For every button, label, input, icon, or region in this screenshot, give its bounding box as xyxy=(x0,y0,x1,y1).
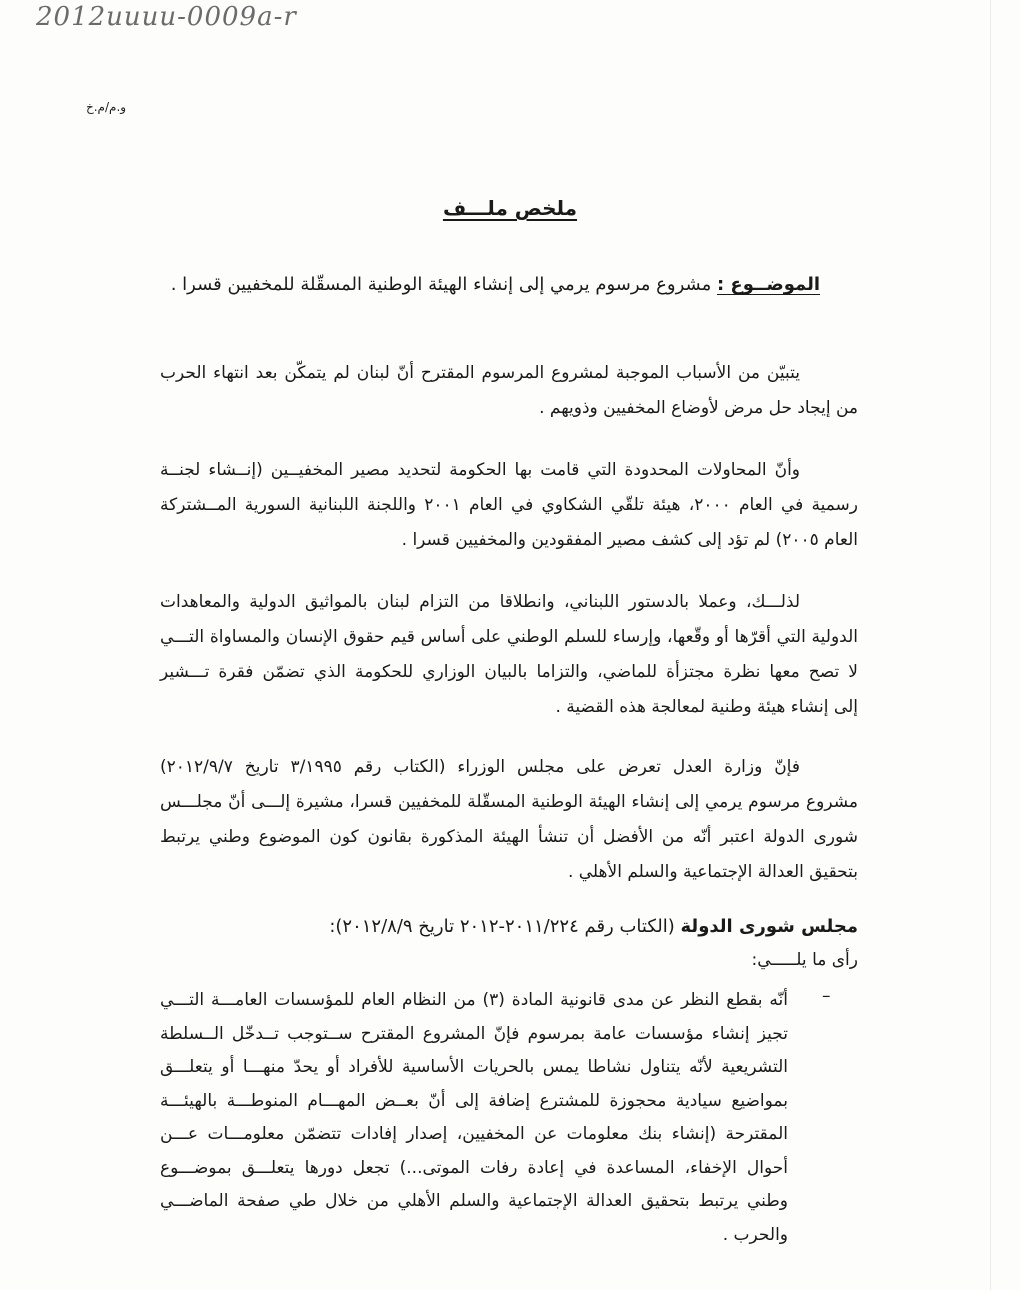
paragraph-line: رسمية في العام ٢٠٠٠، هيئة تلقّي الشكاوي في العام ٢٠٠١ واللجنة اللبنانية السورية المــشتركة xyxy=(160,495,859,515)
subject-line xyxy=(171,274,820,295)
paragraph-background xyxy=(160,356,858,426)
subject-label: الموضــوع : xyxy=(716,274,820,295)
scan-edge-line xyxy=(990,0,991,1290)
paragraph-line: من إيجاد حل مرض لأوضاع المخفيين وذويهم . xyxy=(539,398,858,418)
document-reference-code: و.م/م.خ xyxy=(86,100,127,114)
paragraph-ministry-proposal xyxy=(160,750,858,890)
bullet-dash: – xyxy=(822,986,831,1006)
document-title: ملخص ملـــف xyxy=(442,196,578,220)
council-opinion-bullet xyxy=(160,984,788,1252)
council-opinion-label: رأى ما يلـــــي: xyxy=(751,950,858,970)
paragraph-justification xyxy=(160,585,858,725)
handwritten-reference: 2012uuuu-0009a-r xyxy=(36,2,297,32)
bullet-line: التشريعية لأنّه يتناول نشاطا يمس بالحريات الأساسية للأفراد أو يحدّ منهـــا أو يتعلـــق xyxy=(160,1057,788,1077)
council-heading xyxy=(329,916,858,937)
paragraph-previous-attempts xyxy=(160,453,858,558)
paragraph-line: شورى الدولة اعتبر أنّه من الأفضل أن تنشأ الهيئة المذكورة بقانون كون الموضوع وطني يرتبط xyxy=(160,827,858,847)
paragraph-line: لا تصح معها نظرة مجتزأة للماضي، والتزاما بالبيان الوزاري للحكومة الذي تضمّن فقرة تـــشير xyxy=(160,662,858,682)
bullet-line: بمواضيع سيادية محجوزة للمشترع إضافة إلى أنّ بعــض المهـــام المنوطـــة بالهيئـــة xyxy=(160,1090,788,1111)
paragraph-line: العام ٢٠٠٥) لم تؤد إلى كشف مصير المفقودين والمخفيين قسرا . xyxy=(401,530,858,550)
bullet-line: أنّه بقطع النظر عن مدى قانونية المادة (٣) من النظام العام للمؤسسات العامـــة التـــي xyxy=(160,990,788,1010)
bullet-line: تجيز إنشاء مؤسسات عامة بمرسوم فإنّ المشروع المقترح ســتوجب تــدخّل الــسلطة xyxy=(160,1023,788,1044)
bullet-line: المقترحة (إنشاء بنك معلومات عن المخفيين، إصدار إفادات تتضمّن معلومـــات عـــن xyxy=(160,1124,788,1144)
paragraph-line: الدولية التي أقرّها أو وقّعها، وإرساء للسلم الوطني على أساس قيم حقوق الإنسان والمساواة التـــي xyxy=(160,627,858,647)
bullet-line: أحوال الإخفاء، المساعدة في إعادة رفات الموتى...) تجعل دورها يتعلـــق بموضـــوع xyxy=(160,1157,788,1178)
council-reference: (الكتاب رقم ٢٠١١/٢٢٤-٢٠١٢ تاريخ ٢٠١٢/٨/٩): xyxy=(329,916,675,937)
bullet-line: وطني يرتبط بتحقيق العدالة الإجتماعية والسلم الأهلي من خلال طي صفحة الماضـــي xyxy=(160,1191,788,1211)
council-label: مجلس شورى الدولة xyxy=(680,916,858,937)
subject-text: مشروع مرسوم يرمي إلى إنشاء الهيئة الوطنية المسقّلة للمخفيين قسرا . xyxy=(170,274,712,295)
paragraph-line: بتحقيق العدالة الإجتماعية والسلم الأهلي . xyxy=(567,862,858,882)
paragraph-line: لذلـــك، وعملا بالدستور اللبناني، وانطلاقا من التزام لبنان بالمواثيق الدولية والمعاهدات xyxy=(160,592,800,612)
paragraph-line: إلى إنشاء هيئة وطنية لمعالجة هذه القضية . xyxy=(555,697,858,717)
bullet-line: والحرب . xyxy=(722,1224,788,1245)
paragraph-line: فإنّ وزارة العدل تعرض على مجلس الوزراء (الكتاب رقم ٣/١٩٩٥ تاريخ ٢٠١٢/٩/٧) xyxy=(160,757,800,777)
paragraph-line: وأنّ المحاولات المحدودة التي قامت بها الحكومة لتحديد مصير المخفيــين (إنــشاء لجنــة xyxy=(160,460,800,480)
paragraph-line: يتبيّن من الأسباب الموجبة لمشروع المرسوم المقترح أنّ لبنان لم يتمكّن بعد انتهاء الحرب xyxy=(160,363,800,383)
paragraph-line: مشروع مرسوم يرمي إلى إنشاء الهيئة الوطنية المسقّلة للمخفيين قسرا، مشيرة إلـــى أنّ مجلـــس xyxy=(160,792,858,812)
